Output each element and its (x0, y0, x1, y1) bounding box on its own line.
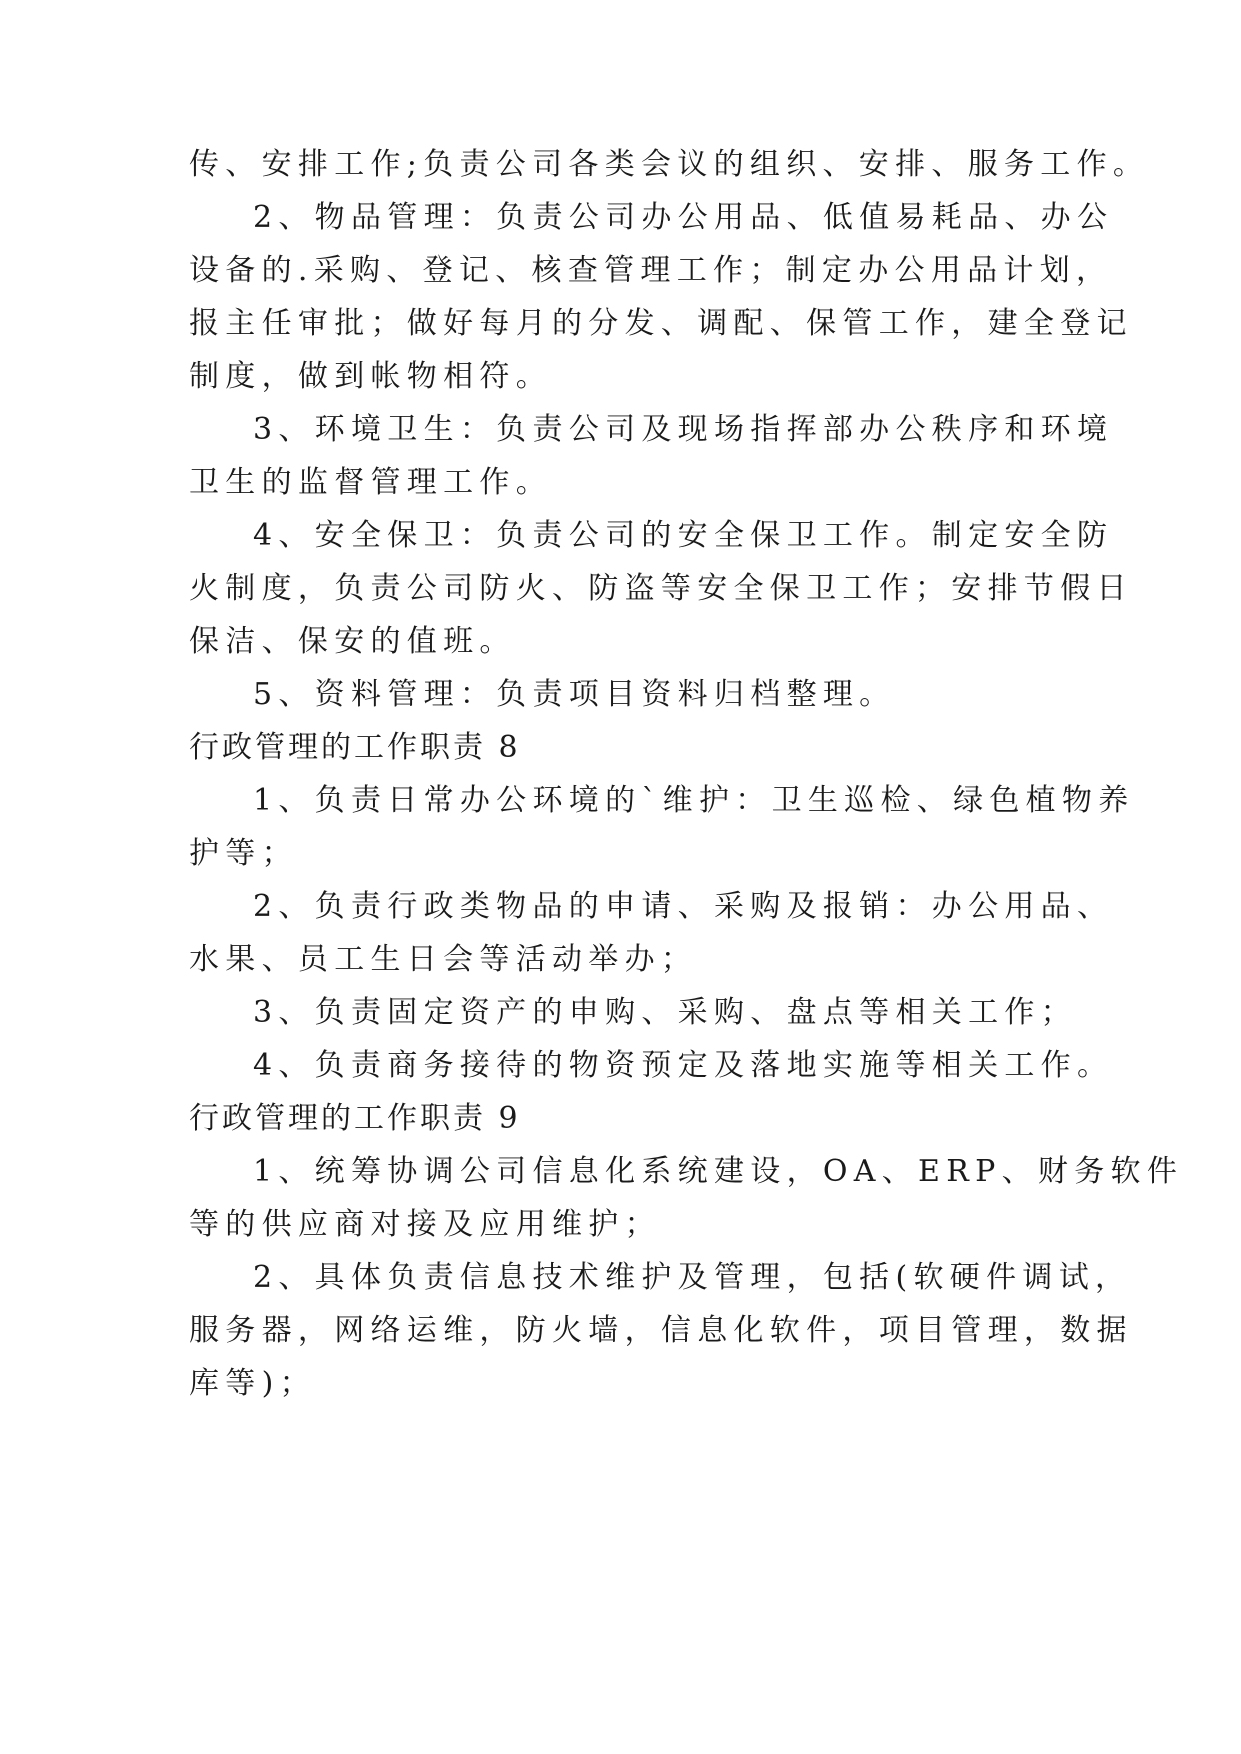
paragraph-line: 服务器，网络运维，防火墙，信息化软件，项目管理，数据 (189, 1313, 1133, 1348)
paragraph-line: 水果、员工生日会等活动举办； (189, 942, 698, 977)
paragraph-line: 等的供应商对接及应用维护； (189, 1207, 661, 1242)
paragraph-line: 报主任审批；做好每月的分发、调配、保管工作，建全登记 (189, 306, 1133, 341)
paragraph-line: 4、负责商务接待的物资预定及落地实施等相关工作。 (253, 1048, 1114, 1083)
paragraph-line: 3、环境卫生：负责公司及现场指挥部办公秩序和环境 (253, 412, 1114, 447)
paragraph-line: 制度，做到帐物相符。 (189, 359, 552, 394)
paragraph-line: 4、安全保卫：负责公司的安全保卫工作。制定安全防 (253, 518, 1114, 553)
paragraph-line: 传、安排工作;负责公司各类会议的组织、安排、服务工作。 (189, 147, 1150, 182)
paragraph-line: 2、负责行政类物品的申请、采购及报销：办公用品、 (253, 889, 1114, 924)
paragraph-line: 库等)； (189, 1366, 316, 1401)
section-heading: 行政管理的工作职责 8 (189, 730, 521, 765)
paragraph-line: 火制度，负责公司防火、防盗等安全保卫工作；安排节假日 (189, 571, 1133, 606)
paragraph-line: 卫生的监督管理工作。 (189, 465, 552, 500)
paragraph-line: 护等； (189, 836, 298, 871)
paragraph-line: 保洁、保安的值班。 (189, 624, 516, 659)
paragraph-line: 设备的.采购、登记、核查管理工作；制定办公用品计划， (189, 253, 1113, 288)
paragraph-line: 2、物品管理：负责公司办公用品、低值易耗品、办公 (253, 200, 1114, 235)
paragraph-line: 1、负责日常办公环境的`维护：卫生巡检、绿色植物养 (253, 783, 1135, 818)
paragraph-line: 2、具体负责信息技术维护及管理，包括(软硬件调试， (253, 1260, 1132, 1295)
paragraph-line: 3、负责固定资产的申购、采购、盘点等相关工作； (253, 995, 1077, 1030)
paragraph-line: 1、统筹协调公司信息化系统建设，OA、ERP、财务软件 (253, 1154, 1184, 1189)
paragraph-line: 5、资料管理：负责项目资料归档整理。 (253, 677, 896, 712)
section-heading: 行政管理的工作职责 9 (189, 1101, 521, 1136)
